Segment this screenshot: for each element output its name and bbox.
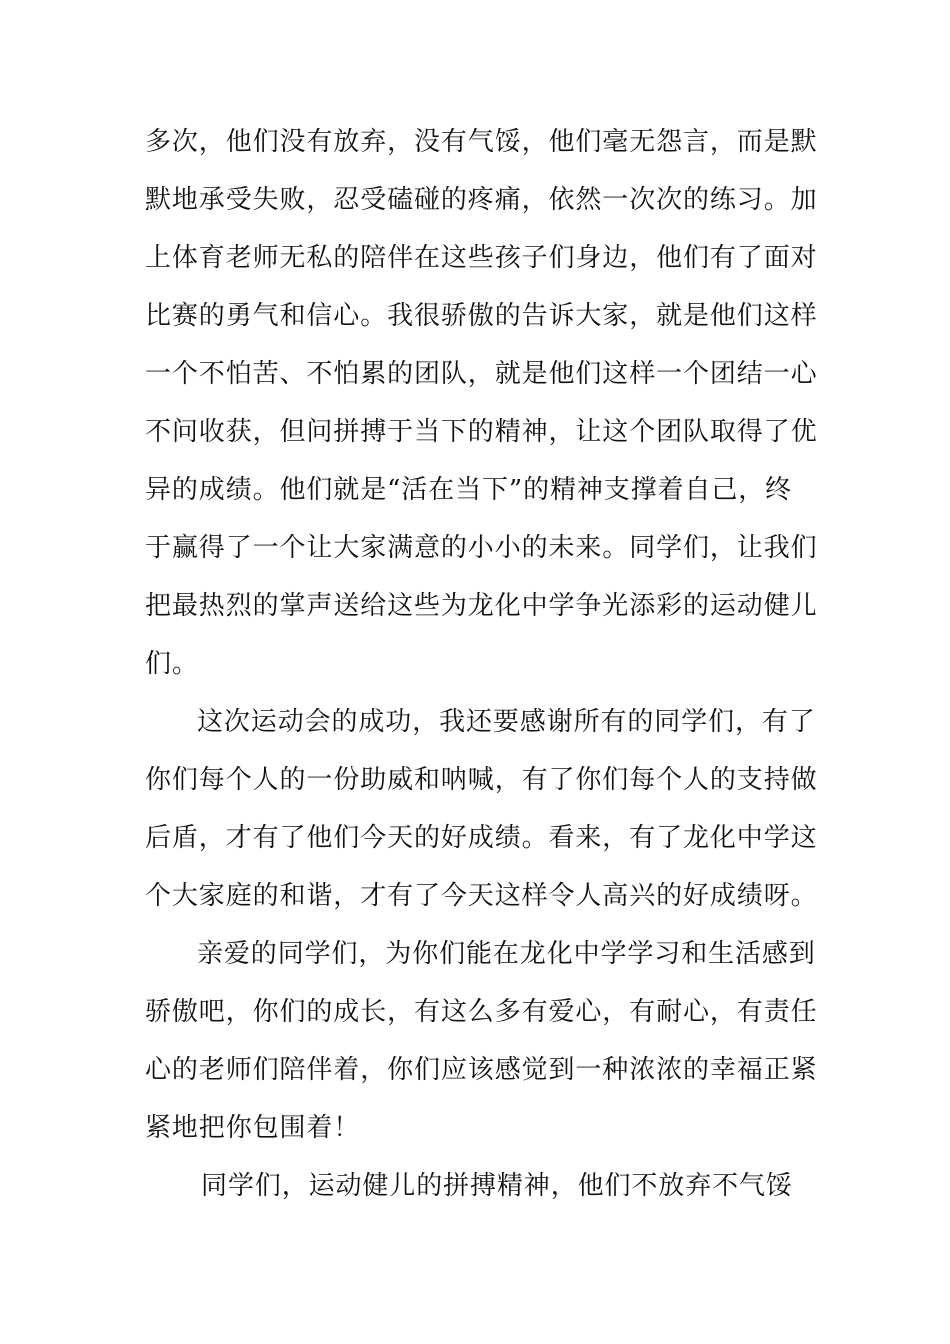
text-line: 个大家庭的和谐，才有了今天这样令人高兴的好成绩呀。 xyxy=(145,881,818,911)
text-line: 上体育老师无私的陪伴在这些孩子们身边，他们有了面对 xyxy=(145,243,818,273)
text-line: 同学们，运动健儿的拼搏精神，他们不放弃不气馁 xyxy=(201,1171,793,1201)
text-line: 把最热烈的掌声送给这些为龙化中学争光添彩的运动健儿 xyxy=(145,591,818,621)
text-line: 后盾，才有了他们今天的好成绩。看来，有了龙化中学这 xyxy=(145,823,818,853)
text-line: 于赢得了一个让大家满意的小小的未来。同学们，让我们 xyxy=(145,533,818,563)
paragraph-2 xyxy=(145,693,818,925)
text-line: 一个不怕苦、不怕累的团队，就是他们这样一个团结一心 xyxy=(145,359,818,389)
text-line: 紧地把你包围着！ xyxy=(145,1113,361,1143)
text-line: 们。 xyxy=(145,649,199,679)
text-line: 不问收获，但问拼搏于当下的精神，让这个团队取得了优 xyxy=(145,417,818,447)
text-line: 亲爱的同学们，为你们能在龙化中学学习和生活感到 xyxy=(197,939,816,969)
document-body xyxy=(145,113,818,1215)
text-line: 这次运动会的成功，我还要感谢所有的同学们，有了 xyxy=(197,707,816,737)
text-line: 默地承受失败，忍受磕碰的疼痛，依然一次次的练习。加 xyxy=(145,185,818,215)
paragraph-3 xyxy=(145,925,818,1157)
text-line: 异的成绩。他们就是“活在当下”的精神支撑着自己，终 xyxy=(145,475,793,505)
text-line: 比赛的勇气和信心。我很骄傲的告诉大家，就是他们这样 xyxy=(145,301,818,331)
text-line: 心的老师们陪伴着，你们应该感觉到一种浓浓的幸福正紧 xyxy=(145,1055,818,1085)
text-line: 多次，他们没有放弃，没有气馁，他们毫无怨言，而是默 xyxy=(145,127,818,157)
paragraph-4 xyxy=(145,1157,805,1215)
text-line: 骄傲吧，你们的成长，有这么多有爱心，有耐心，有责任 xyxy=(145,997,818,1027)
paragraph-1 xyxy=(145,113,818,693)
text-line: 你们每个人的一份助威和呐喊，有了你们每个人的支持做 xyxy=(145,765,818,795)
